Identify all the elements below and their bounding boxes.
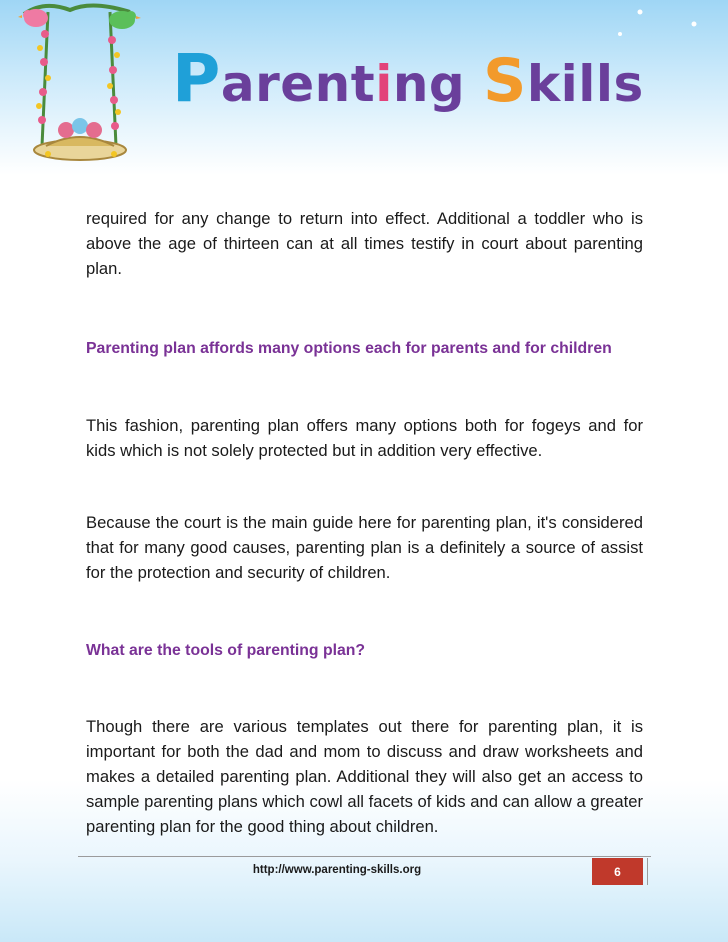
paragraph: This fashion, parenting plan offers many options both for fogeys and for kids which is not solely protected but in addition very effective.	[86, 416, 643, 460]
paragraph: required for any change to return into effect. Additional a toddler who is above the age of thirteen can at all times testify in court about parenting plan.	[86, 209, 643, 278]
bird-swing-illustration	[18, 0, 148, 170]
footer-url: http://www.parenting-skills.org	[252, 864, 422, 876]
section-heading: Parenting plan affords many options each for parents and for children	[86, 340, 612, 357]
paragraph: Though there are various templates out there for parenting plan, it is important for both the dad and mom to discuss and draw worksheets and makes a detailed parenting plan. Additional they will also get an access to sample parenting plans which cowl all facets of kids and can allow a greater parenting plan for the good thing about children.	[86, 717, 643, 836]
moon-stars-icon	[606, 4, 716, 74]
paragraph: Because the court is the main guide here for parenting plan, it's considered that for many good causes, parenting plan is a definitely a source of assist for the protection and security of children.	[86, 513, 643, 582]
section-heading: What are the tools of parenting plan?	[86, 642, 366, 659]
page-header	[0, 0, 728, 175]
footer-divider	[78, 856, 651, 857]
page-number-divider	[647, 858, 648, 885]
page-number: 6	[592, 858, 643, 885]
parenting-skills-logo: Parenting Skills	[172, 40, 644, 117]
page-body	[86, 206, 643, 839]
